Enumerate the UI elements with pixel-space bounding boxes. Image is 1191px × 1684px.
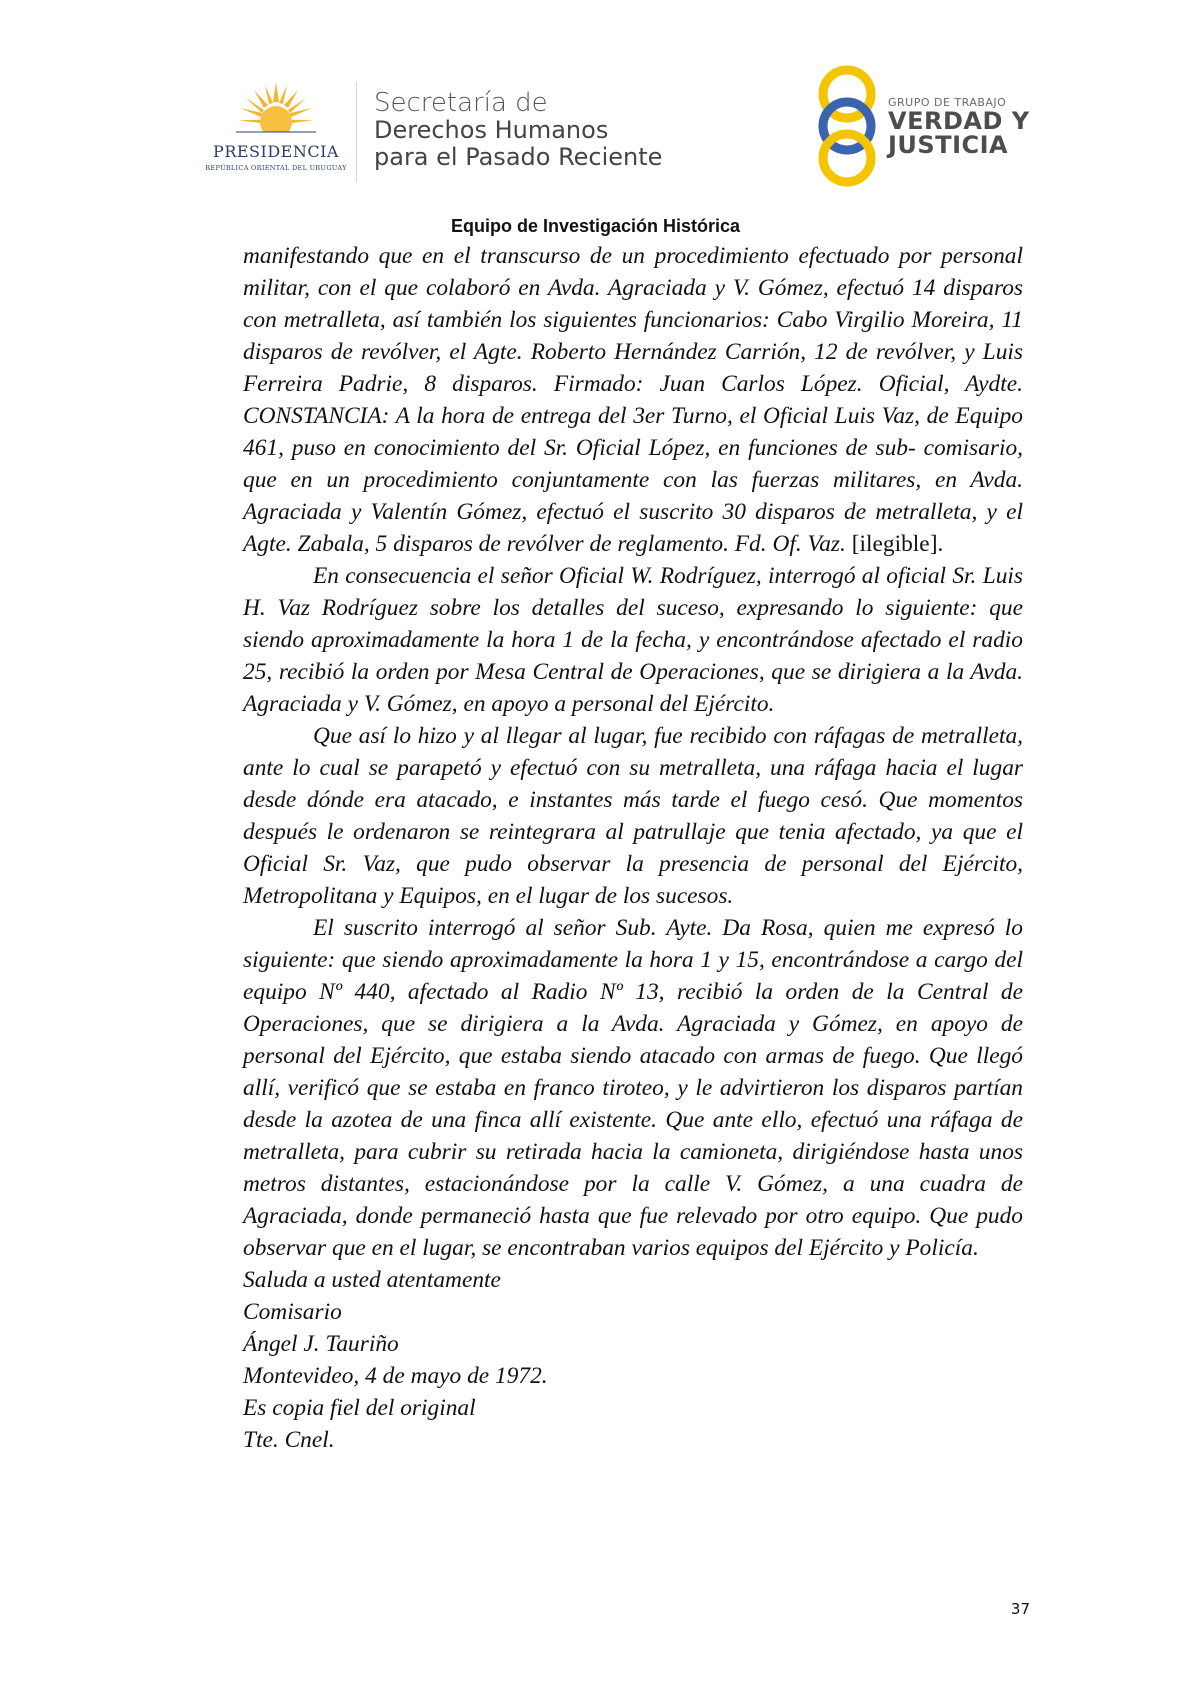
- grupo-trabajo-line-3: JUSTICIA: [888, 131, 1009, 159]
- paragraph-1-text: manifestando que en el transcurso de un procedimiento efectuado por personal militar, con el que colaboró en Avda. Agraciada y V. Gómez, efectuó 14 disparos con metralleta, así también los siguientes funcionarios: Cabo Virgilio Moreira, 11 disparos de revólver, el Agte. Roberto Hernández Carrión, 12 de revólver, y Luis Ferreira Padrie, 8 disparos. Firmado: Juan Carlos López. Oficial, Aydte. CONSTANCIA: A la hora de entrega del 3er Turno, el Oficial Luis Vaz, de Equipo 461, puso en conocimiento del Sr. Oficial López, en funciones de sub- comisario, que en un procedimiento conjuntamente con las fuerzas militares, en Avda. Agraciada y Valentín Gómez, efectuó el suscrito 30 disparos de metralleta, y el Agte. Zabala, 5 disparos de revólver de reglamento. Fd. Of. Vaz.: [243, 243, 1023, 557]
- header-divider: [356, 82, 357, 182]
- closing-line: Montevideo, 4 de mayo de 1972.: [243, 1363, 548, 1389]
- paragraph-4: El suscrito interrogó al señor Sub. Ayte. Da Rosa, quien me expresó lo siguiente: que siendo aproximadamente la hora 1 y 15, encontrándose a cargo del equipo Nº 440, afectado al Radio Nº 13, recibió la orden de la Central de Operaciones, que se dirigiera a la Avda. Agraciada y Gómez, en apoyo de personal del Ejército, que estaba siendo atacado con armas de fuego. Que llegó allí, verificó que se estaba en franco tiroteo, y le advirtieron los disparos partían desde la azotea de una finca allí existente. Que ante ello, efectuó una ráfaga de metralleta, para cubrir su retirada hacia la camioneta, dirigiéndose hasta unos metros distantes, estacionándose por la calle V. Gómez, a una cuadra de Agraciada, donde permaneció hasta que fue relevado por otro equipo. Que pudo observar que en el lugar, se encontraban varios equipos del Ejército y Policía.: [243, 915, 1023, 1261]
- sun-emblem-icon: [236, 80, 316, 142]
- closing-line: Saluda a usted atentamente: [243, 1267, 501, 1293]
- presidencia-subtitle: REPÚBLICA ORIENTAL DEL URUGUAY: [205, 164, 347, 172]
- equipo-heading: Equipo de Investigación Histórica: [450, 216, 741, 236]
- page-number: 37: [1010, 1600, 1030, 1618]
- secretaria-line-1: Secretaría de: [374, 88, 548, 118]
- grupo-trabajo-text: [888, 96, 1030, 157]
- paragraph-2: En consecuencia el señor Oficial W. Rodríguez, interrogó al oficial Sr. Luis H. Vaz Rodríguez sobre los detalles del suceso, expresando lo siguiente: que siendo aproximadamente la hora 1 de la fecha, y encontrándose afectado el radio 25, recibió la orden por Mesa Central de Operaciones, que se dirigiera a la Avda. Agraciada y V. Gómez, en apoyo a personal del Ejército.: [243, 563, 1023, 717]
- paragraph-3: Que así lo hizo y al llegar al lugar, fue recibido con ráfagas de metralleta, ante lo cual se parapetó y efectuó con su metralleta, una ráfaga hacia el lugar desde dónde era atacado, e instantes más tarde el fuego cesó. Que momentos después le ordenaron se reintegrara al patrullaje que tenia afectado, ya que el Oficial Sr. Vaz, que pudo observar la presencia de personal del Ejército, Metropolitana y Equipos, en el lugar de los sucesos.: [243, 723, 1023, 909]
- verdad-justicia-rings-icon: [812, 64, 882, 188]
- secretaria-line-2: Derechos Humanos: [374, 116, 609, 144]
- grupo-trabajo-line-2: VERDAD Y: [888, 107, 1030, 135]
- presidencia-title: PRESIDENCIA: [213, 142, 339, 161]
- closing-line: Ángel J. Tauriño: [243, 1331, 399, 1357]
- secretaria-logo-text: [374, 90, 662, 171]
- page-header: [0, 0, 1191, 236]
- closing-line: Comisario: [243, 1299, 342, 1325]
- secretaria-line-3: para el Pasado Reciente: [374, 143, 663, 171]
- paragraph-1: [243, 240, 1023, 560]
- closing-line: Es copia fiel del original: [243, 1395, 476, 1421]
- closing-line: Tte. Cnel.: [243, 1427, 335, 1453]
- closing-block: [243, 1264, 1023, 1456]
- grupo-trabajo-line-1: GRUPO DE TRABAJO: [888, 96, 1007, 109]
- presidencia-logo: [196, 80, 356, 180]
- document-body: [243, 240, 1023, 1456]
- illegible-note: [ilegible].: [851, 531, 944, 557]
